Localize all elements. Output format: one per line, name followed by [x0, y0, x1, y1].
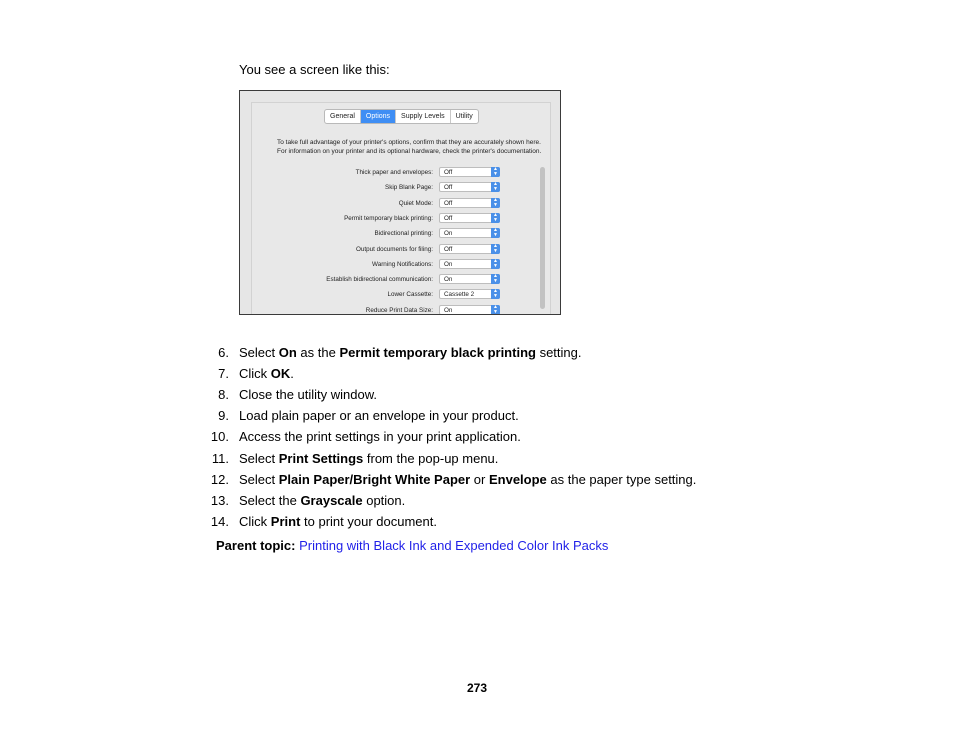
- step-item: [0, 429, 954, 445]
- option-select[interactable]: [439, 182, 500, 192]
- step-bold-term: Print: [270, 513, 301, 529]
- step-text: [239, 451, 498, 466]
- step-text-run: Select the: [239, 492, 301, 508]
- option-label: Lower Cassette:: [387, 291, 433, 299]
- option-select[interactable]: [439, 167, 500, 177]
- step-item: [0, 345, 954, 361]
- step-number: 8.: [218, 387, 229, 403]
- intro-text: You see a screen like this:: [239, 62, 390, 77]
- tab-supply-levels[interactable]: Supply Levels: [396, 110, 451, 123]
- chevron-up-down-icon: ▲ ▼: [491, 198, 500, 208]
- option-value: Off: [444, 245, 453, 253]
- option-label: Bidirectional printing:: [374, 230, 433, 238]
- option-value: On: [444, 306, 453, 314]
- page-number: 273: [466, 681, 488, 695]
- step-text: [239, 408, 519, 423]
- tab-bar: [324, 109, 479, 124]
- step-bold-term: Permit temporary black printing: [339, 345, 536, 360]
- step-text: [239, 366, 294, 381]
- option-select[interactable]: [439, 228, 500, 238]
- step-text-run: Close the utility window.: [239, 387, 378, 403]
- option-row: [252, 289, 550, 300]
- option-value: On: [444, 276, 453, 284]
- options-list: [252, 167, 550, 315]
- step-text-run: Load plain paper or an envelope in your product.: [239, 408, 519, 424]
- chevron-up-down-icon: ▲ ▼: [491, 213, 500, 223]
- step-bold-term: On: [278, 345, 297, 360]
- step-number: 6.: [218, 345, 229, 360]
- option-value: On: [444, 230, 453, 238]
- step-bold-term: Envelope: [488, 471, 547, 487]
- option-value: Off: [444, 184, 453, 192]
- chevron-up-down-icon: ▲ ▼: [491, 167, 500, 177]
- step-item: [0, 472, 954, 488]
- tab-general[interactable]: General: [325, 110, 361, 123]
- option-value: Cassette 2: [444, 291, 475, 299]
- step-number: 9.: [218, 408, 229, 424]
- option-label: Reduce Print Data Size:: [365, 306, 433, 314]
- step-text-run: Select: [239, 450, 279, 466]
- option-value: On: [444, 260, 453, 268]
- step-text: [239, 429, 521, 444]
- step-text-run: Click: [239, 513, 271, 529]
- options-description: To take full advantage of your printer's options, confirm that they are accurately shown here. For information on your printer and its optional hardware, check the printer's documentation.: [277, 139, 542, 155]
- step-item: [0, 408, 954, 424]
- option-select[interactable]: [439, 213, 500, 223]
- option-row: [252, 167, 550, 178]
- scroll-thumb[interactable]: [540, 167, 545, 309]
- option-select[interactable]: [439, 244, 500, 254]
- step-number: 7.: [218, 366, 229, 382]
- option-label: Quiet Mode:: [398, 199, 433, 207]
- step-text: [239, 345, 581, 360]
- tab-options[interactable]: Options: [361, 110, 396, 123]
- step-text-run: to print your document.: [300, 513, 437, 529]
- step-text-run: or: [470, 471, 489, 487]
- step-text: [239, 387, 377, 402]
- option-select[interactable]: [439, 289, 500, 299]
- option-label: Thick paper and envelopes:: [355, 169, 433, 176]
- option-label: Skip Blank Page:: [385, 184, 433, 192]
- step-text-run: from the pop-up menu.: [363, 450, 499, 466]
- option-value: Off: [444, 169, 453, 176]
- step-text-run: as the: [296, 345, 340, 360]
- option-row: [252, 259, 550, 270]
- step-bold-term: Grayscale: [300, 492, 363, 508]
- step-text-run: Select: [239, 471, 279, 487]
- options-pane: [251, 102, 551, 315]
- chevron-up-down-icon: ▲ ▼: [491, 228, 500, 238]
- step-item: [0, 493, 954, 509]
- step-text: [239, 514, 437, 529]
- step-number: 12.: [210, 471, 229, 487]
- step-item: [0, 451, 954, 467]
- step-text: [239, 472, 696, 487]
- step-bold-term: Print Settings: [278, 450, 364, 466]
- step-text: [239, 493, 405, 508]
- step-text-run: as the paper type setting.: [546, 471, 697, 487]
- option-row: [252, 182, 550, 193]
- step-number: 11.: [211, 450, 229, 466]
- step-item: [0, 514, 954, 530]
- option-select[interactable]: [439, 198, 500, 208]
- step-text-run: option.: [362, 492, 406, 508]
- parent-topic-label: Parent topic:: [216, 538, 296, 553]
- step-number: 14.: [210, 513, 229, 529]
- option-row: [252, 228, 550, 239]
- screenshot-figure: [239, 90, 561, 315]
- chevron-up-down-icon: ▲ ▼: [491, 182, 500, 192]
- option-label: Warning Notifications:: [371, 260, 433, 268]
- step-number: 10.: [210, 429, 229, 445]
- chevron-up-down-icon: ▲ ▼: [491, 259, 500, 269]
- option-row: [252, 198, 550, 209]
- step-item: [0, 366, 954, 382]
- option-label: Establish bidirectional communication:: [326, 276, 433, 284]
- option-value: Off: [444, 199, 453, 207]
- option-select[interactable]: [439, 259, 500, 269]
- option-label: Output documents for filing:: [355, 245, 433, 253]
- option-row: [252, 274, 550, 285]
- step-text-run: setting.: [535, 345, 582, 360]
- parent-topic-link[interactable]: Printing with Black Ink and Expended Color Ink Packs: [299, 538, 609, 553]
- option-row: [252, 305, 550, 315]
- step-bold-term: OK: [270, 366, 291, 382]
- option-row: [252, 213, 550, 224]
- step-item: [0, 387, 954, 403]
- scrollbar[interactable]: [540, 167, 545, 309]
- tab-utility[interactable]: Utility: [455, 113, 473, 120]
- option-value: Off: [444, 214, 453, 222]
- step-text-run: .: [290, 366, 294, 382]
- step-bold-term: Plain Paper/Bright White Paper: [278, 471, 471, 487]
- option-label: Permit temporary black printing:: [344, 214, 433, 222]
- option-row: [252, 244, 550, 255]
- parent-topic: [216, 538, 608, 553]
- chevron-up-down-icon: ▲ ▼: [491, 274, 500, 284]
- option-select[interactable]: [439, 305, 500, 315]
- chevron-up-down-icon: ▲ ▼: [491, 305, 500, 315]
- step-text-run: Click: [239, 366, 271, 382]
- chevron-up-down-icon: ▲ ▼: [491, 289, 500, 299]
- step-text-run: Access the print settings in your print application.: [239, 429, 521, 445]
- step-number: 13.: [210, 492, 229, 508]
- option-select[interactable]: [439, 274, 500, 284]
- chevron-up-down-icon: ▲ ▼: [491, 244, 500, 254]
- step-text-run: Select: [239, 345, 279, 360]
